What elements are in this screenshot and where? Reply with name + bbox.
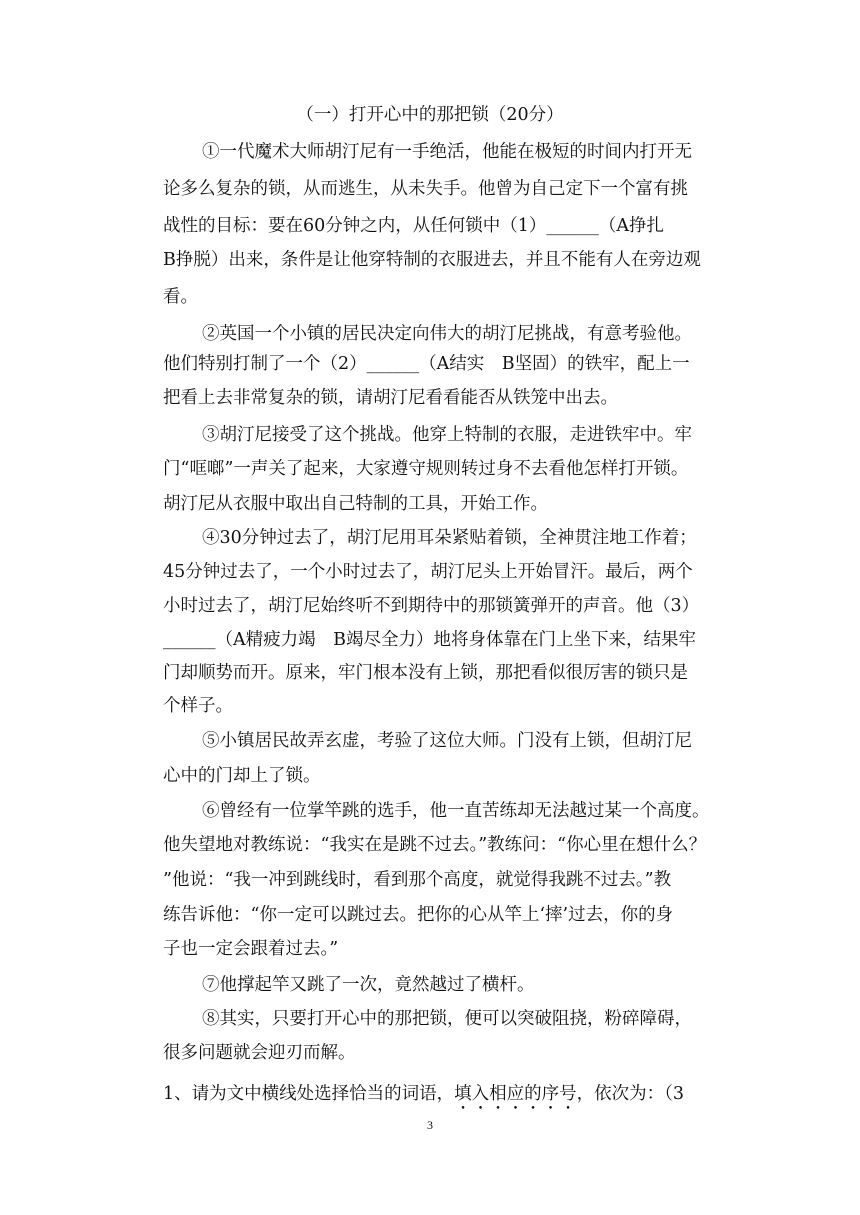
text-line: 门却顺势而开。原来，牢门根本没有上锁，那把看似很厉害的锁只是 (163, 663, 688, 683)
text-line: ⑧其实，只要打开心中的那把锁，便可以突破阻挠，粉碎障碍， (202, 1009, 692, 1029)
text-line: 他失望地对教练说：“我实在是跳不过去。”教练问：“你心里在想什么？ (163, 835, 707, 855)
text-line: ”他说：“我一冲到跳线时，看到那个高度，就觉得我跳不过去。”教 (163, 870, 672, 890)
text-line: 看。 (163, 287, 198, 307)
text-line: 战性的目标：要在60分钟之内，从任何锁中（1）______（A挣扎 (163, 216, 665, 236)
text-line: ①一代魔术大师胡汀尼有一手绝活，他能在极短的时间内打开无 (202, 142, 692, 162)
text-line: 胡汀尼从衣服中取出自己特制的工具，开始工作。 (163, 494, 548, 514)
text-line: ②英国一个小镇的居民决定向伟大的胡汀尼挑战，有意考验他。 (202, 324, 692, 344)
text-line: ______（A精疲力竭 B竭尽全力）地将身体靠在门上坐下来，结果牢 (163, 630, 696, 650)
text-line: B挣脱）出来，条件是让他穿特制的衣服进去，并且不能有人在旁边观 (163, 250, 701, 270)
text-line: ④30分钟过去了，胡汀尼用耳朵紧贴着锁，全神贯注地工作着； (202, 528, 697, 548)
question-emphasis: 填入相应的序号 (454, 1084, 577, 1104)
text-line: ⑤小镇居民故弄玄虚，考验了这位大师。门没有上锁，但胡汀尼 (202, 731, 692, 751)
text-line: 心中的门却上了锁。 (163, 766, 321, 786)
text-line: 论多么复杂的锁，从而逃生，从未失手。他曾为自己定下一个富有挑 (163, 179, 688, 199)
text-line: 把看上去非常复杂的锁，请胡汀尼看看能否从铁笼中出去。 (163, 388, 618, 408)
question-line (163, 1080, 684, 1114)
text-line: ⑦他撑起竿又跳了一次，竟然越过了横杆。 (202, 975, 535, 995)
text-line: 45分钟过去了，一个小时过去了，胡汀尼头上开始冒汗。最后，两个 (163, 562, 693, 582)
section-title: （一）打开心中的那把锁（20分） (296, 105, 564, 125)
question-text-end: ，依次为：（3 (576, 1084, 685, 1104)
page-number: 3 (427, 1118, 433, 1132)
question-text: 1、请为文中横线处选择恰当的词语， (163, 1084, 455, 1104)
text-line: 他们特别打制了一个（2）______（A结实 B坚固）的铁牢，配上一 (163, 354, 690, 374)
text-line: 子也一定会跟着过去。” (163, 939, 339, 959)
text-line: 个样子。 (163, 696, 233, 716)
text-line: 练告诉他：“你一定可以跳过去。把你的心从竿上‘摔’过去，你的身 (163, 905, 674, 925)
text-line: 小时过去了，胡汀尼始终听不到期待中的那锁簧弹开的声音。他（3） (163, 596, 700, 616)
text-line: 很多问题就会迎刃而解。 (163, 1043, 356, 1063)
text-line: ③胡汀尼接受了这个挑战。他穿上特制的衣服，走进铁牢中。牢 (202, 425, 692, 445)
text-line: 门“哐啷”一声关了起来，大家遵守规则转过身不去看他怎样打开锁。 (163, 459, 689, 479)
text-line: ⑥曾经有一位掌竿跳的选手，他一直苦练却无法越过某一个高度。 (202, 801, 710, 821)
